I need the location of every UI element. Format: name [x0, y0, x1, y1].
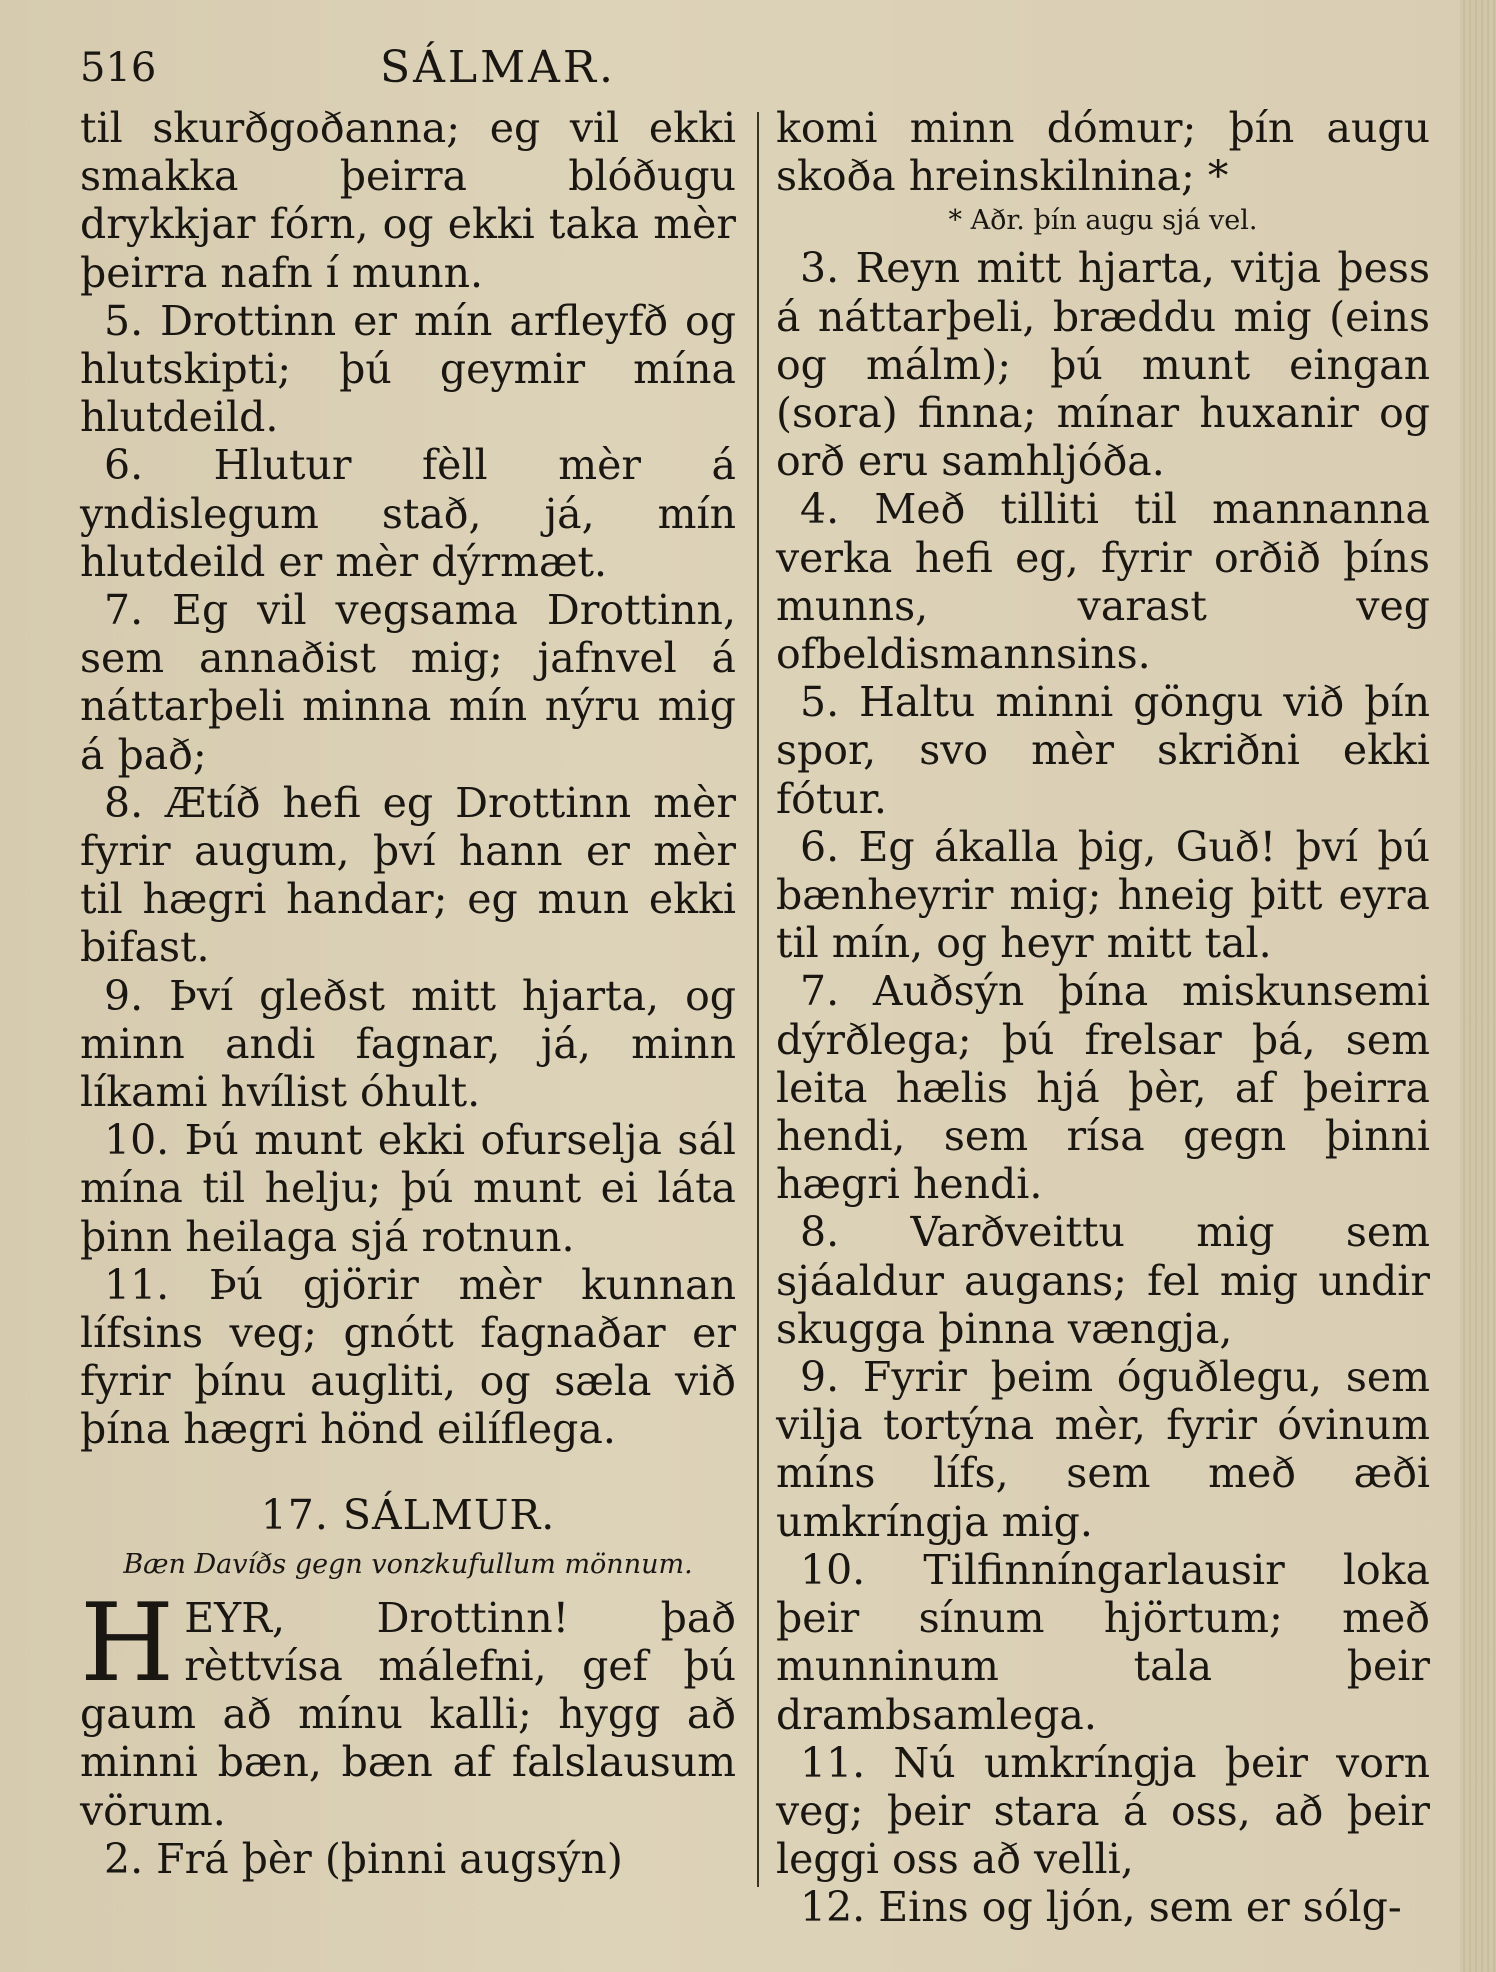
continuation-text: til skurðgoðanna; eg vil ekki smakka þeirra blóðugu drykkjar fórn, og ekki taka mèr þeirra nafn í munn.	[80, 104, 736, 297]
verse-11: 11. Þú gjörir mèr kunnan lífsins veg; gnótt fagnaðar er fyrir þínu augliti, og sæla við þína hægri hönd eilíflega.	[80, 1260, 736, 1454]
page-header	[80, 38, 1430, 98]
verse-6: 6. Hlutur fèll mèr á yndislegum stað, já, mín hlutdeild er mèr dýrmæt.	[80, 441, 736, 586]
verse-10: 10. Tilfinníngarlausir loka þeir sínum hjörtum; með munninum tala þeir drambsamlega.	[776, 1545, 1430, 1739]
verse-2: 2. Frá þèr (þinni augsýn)	[104, 1834, 623, 1883]
verse-7: 7. Eg vil vegsama Drottinn, sem annaðist mig; jafnvel á náttarþeli minna mín nýru mig á það;	[80, 586, 736, 779]
running-title: SÁLMAR.	[379, 42, 617, 93]
verse-10: 10. Þú munt ekki ofurselja sál mína til helju; þú munt ei láta þinn heilaga sjá rotnun.	[80, 1116, 736, 1261]
verse-12: 12. Eins og ljón, sem er sólg-	[800, 1883, 1402, 1932]
verse-8: 8. Varðveittu mig sem sjáaldur augans; fel mig undir skugga þinna vængja,	[776, 1208, 1430, 1353]
verse-7: 7. Auðsýn þína miskunsemi dýrðlega; þú frelsar þá, sem leita hælis hjá þèr, af þeirra hendi, sem rísa gegn þinni hægri hendi.	[776, 967, 1430, 1209]
verse-9: 9. Því gleðst mitt hjarta, og minn andi fagnar, já, minn líkami hvílist óhult.	[80, 971, 736, 1117]
verse-4: 4. Með tilliti til mannanna verka hefi eg, fyrir orðið þíns munns, varast veg ofbeldismannsins.	[776, 485, 1430, 679]
column-divider	[757, 112, 759, 1887]
page-edge	[1460, 0, 1496, 1972]
footnote: * Aðr. þín augu sjá vel.	[948, 205, 1258, 237]
opening-text: EYR, Drottinn! það rèttvísa málefni, gef þú gaum að mínu kalli; hygg að minni bæn, bæn af falslausum vörum.	[80, 1593, 736, 1835]
verse-6: 6. Eg ákalla þig, Guð! því þú bænheyrir mig; hneig þitt eyra til mín, og heyr mitt tal.	[776, 822, 1430, 968]
left-column	[80, 104, 736, 1883]
verse-5: 5. Haltu minni göngu við þín spor, svo mèr skriðni ekki fótur.	[776, 678, 1430, 823]
page-number: 516	[80, 45, 157, 91]
drop-cap: H	[80, 1580, 175, 1706]
verse-11: 11. Nú umkríngja þeir vorn veg; þeir stara á oss, að þeir leggi oss að velli,	[776, 1738, 1430, 1884]
psalm-subtitle: Bæn Davíðs gegn vonzkufullum mönnum.	[123, 1548, 693, 1580]
psalm-heading: 17. SÁLMUR.	[260, 1490, 556, 1539]
verse-8: 8. Ætíð hefi eg Drottinn mèr fyrir augum, því hann er mèr til hægri handar; eg mun ekki bifast.	[80, 778, 736, 972]
psalm-opening	[80, 1580, 736, 1835]
verse-5: 5. Drottinn er mín arfleyfð og hlutskipti; þú geymir mína hlutdeild.	[80, 296, 736, 442]
verse-3: 3. Reyn mitt hjarta, vitja þess á náttarþeli, bræddu mig (eins og málm); þú munt eingan (sora) finna; mínar huxanir og orð eru samhljóða.	[776, 244, 1430, 486]
verse-9: 9. Fyrir þeim óguðlegu, sem vilja tortýna mèr, fyrir óvinum míns lífs, sem með æði umkríngja mig.	[776, 1353, 1430, 1546]
right-column	[776, 104, 1430, 1932]
continuation-text: komi minn dómur; þín augu skoða hreinskilnina; *	[776, 104, 1430, 201]
